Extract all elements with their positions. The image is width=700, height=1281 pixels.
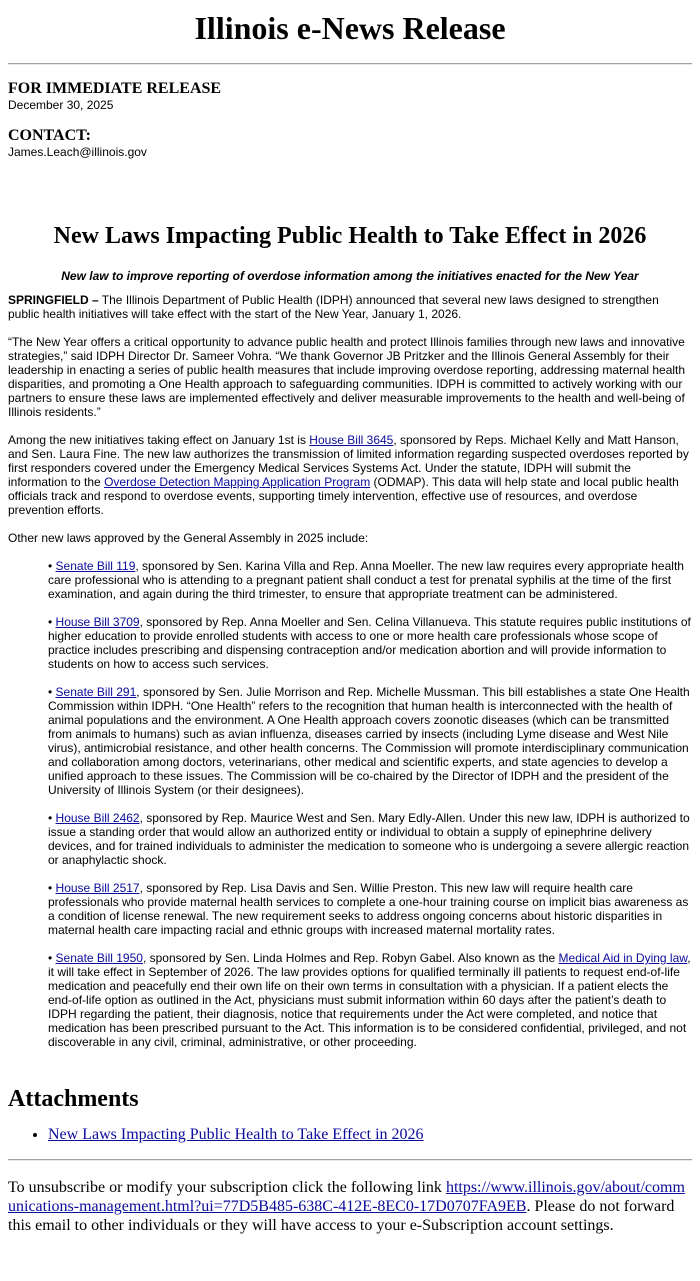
bullet-icon: • (48, 615, 56, 629)
bill-description: , sponsored by Sen. Julie Morrison and Rep. Michelle Mussman. This bill establishes a state One Health Commission within IDPH. “One Health” refers to the recognition that human health is interconnected with the health of animal populations and the environment. A One Health approach covers zoonotic diseases (which can be transmitted from animals to humans) such as avian influenza, diseases carried by insects (including Lyme disease and West Nile virus), antimicrobial resistance, and other health concerns. The Commission will promote interdisciplinary communication and collaboration among doctors, veterinarians, other medical and scientific experts, and state agencies to develop a unified approach to these issues. The Commission will be co-chaired by the Director of IDPH and the president of the University of Illinois System (or their designees). (48, 685, 690, 797)
bullet-icon: • (48, 951, 56, 965)
hb3645-text-before: Among the new initiatives taking effect on January 1st is (8, 433, 310, 447)
contact-label: CONTACT: (8, 127, 91, 144)
contact-info (8, 127, 692, 159)
bullet-icon: • (48, 881, 56, 895)
divider (8, 1159, 692, 1161)
odmap-link[interactable]: Overdose Detection Mapping Application Program (104, 475, 371, 489)
release-label: FOR IMMEDIATE RELEASE (8, 80, 222, 97)
bullet-icon: • (48, 559, 56, 573)
release-date: December 30, 2025 (8, 98, 114, 112)
attachments-list (8, 1125, 692, 1145)
bill-description: , sponsored by Rep. Anna Moeller and Sen. Celina Villanueva. This statute requires public institutions of higher education to provide enrolled students with access to one or more health care professionals whose scope of practice includes prescribing and dispensing contraception and/or medication abortion and will provide information to students on how to access such services. (48, 615, 691, 671)
divider (8, 63, 692, 65)
hb3645-text-middle: , sponsored by Reps. Michael Kelly and Matt Hanson, and Sen. Laura Fine. The new law authorizes the transmission of limited information regarding suspected overdoses reported by first responders covered under the Emergency Medical Services Systems Act. Under the statute, IDPH will submit the information to the (8, 433, 689, 489)
attachments-heading: Attachments (8, 1086, 139, 1112)
hb3645-paragraph (8, 433, 692, 517)
bill-description: , sponsored by Sen. Linda Holmes and Rep. Robyn Gabel. Also known as the (142, 951, 559, 965)
bill-description: , sponsored by Rep. Maurice West and Sen. Mary Edly-Allen. Under this new law, IDPH is authorized to issue a standing order that would allow an authorized entity or individual to obtain a supply of epinephrine delivery devices, and for trained individuals to administer the medication to someone who is undergoing a severe allergic reaction or anaphylactic shock. (48, 811, 690, 867)
article-subtitle: New law to improve reporting of overdose information among the initiatives enacted for the New Year (61, 269, 639, 283)
bill-description: , sponsored by Rep. Lisa Davis and Sen. Willie Preston. This new law will require health care professionals who provide maternal health services to complete a one-hour training course on implicit bias awareness as a condition of license renewal. The new requirement seeks to address ongoing concerns about historic disparities in maternal health care impacting racial and ethnic groups with increased maternal mortality rates. (48, 881, 689, 937)
house-bill-2517-link[interactable]: House Bill 2517 (55, 881, 140, 895)
attachment-link[interactable]: New Laws Impacting Public Health to Take Effect in 2026 (48, 1126, 424, 1143)
senate-bill-1950-link[interactable]: Senate Bill 1950 (55, 951, 143, 965)
bill-description: , sponsored by Sen. Karina Villa and Rep. Anna Moeller. The new law requires every appropriate health care professional who is attending to a pregnant patient shall conduct a test for prenatal syphilis at the time of the first examination, and again during the third trimester, to ensure that appropriate treatment can be administered. (48, 559, 684, 601)
medical-aid-in-dying-link[interactable]: Medical Aid in Dying law (558, 951, 688, 965)
bill-item (48, 951, 692, 1049)
bill-item (48, 881, 692, 937)
bills-list (48, 559, 692, 1049)
intro-paragraph (8, 293, 692, 321)
attachments-section (8, 1085, 692, 1145)
hb3645-text-after: (ODMAP). This data will help state and local public health officials track and respond to overdose events, supporting timely intervention, effective use of resources, and overdose prevention efforts. (8, 475, 679, 517)
release-info (8, 80, 692, 112)
article-title: New Laws Impacting Public Health to Take Effect in 2026 (53, 223, 647, 249)
masthead-title: Illinois e-News Release (194, 10, 506, 46)
footer-text-before: To unsubscribe or modify your subscription click the following link (8, 1179, 446, 1196)
house-bill-3645-link[interactable]: House Bill 3645 (309, 433, 394, 447)
bill-item (48, 559, 692, 601)
footer-text-after: . Please do not forward this email to other individuals or they will have access to your e-Subscription account settings. (8, 1198, 675, 1234)
bullet-icon: • (48, 811, 56, 825)
contact-email: James.Leach@illinois.gov (8, 145, 147, 159)
bill-description-cont: , it will take effect in September of 2026. The law provides options for qualified terminally ill patients to request end-of-life medication and peacefully end their own life on their own terms in consultation with a physician. If a patient elects the end-of-life option as outlined in the Act, physicians must submit information within 60 days after the patient’s death to IDPH regarding the patient, their diagnosis, notice that requirements under the Act were completed, and notice that medication has been prescribed pursuant to the Act. This information is to be considered confidential, privileged, and not discoverable in any civil, criminal, administrative, or other proceeding. (48, 951, 691, 1049)
email-body (0, 9, 700, 1235)
other-laws-intro: Other new laws approved by the General Assembly in 2025 include: (8, 531, 369, 545)
bill-item (48, 615, 692, 671)
attachment-item (48, 1125, 692, 1145)
unsubscribe-footer (8, 1175, 692, 1235)
bill-item (48, 685, 692, 797)
house-bill-2462-link[interactable]: House Bill 2462 (55, 811, 140, 825)
dateline: SPRINGFIELD – (8, 293, 99, 307)
intro-text: The Illinois Department of Public Health (IDPH) announced that several new laws designed to strengthen public health initiatives will take effect with the start of the New Year, January 1, 2026. (8, 293, 659, 321)
subscription-management-link[interactable]: https://www.illinois.gov/about/communications-management.html?ui=77D5B485-638C-412E-8EC0-17D0707FA9EB (8, 1179, 685, 1215)
house-bill-3709-link[interactable]: House Bill 3709 (55, 615, 140, 629)
bill-item (48, 811, 692, 867)
director-quote: “The New Year offers a critical opportunity to advance public health and protect Illinois families through new laws and innovative strategies,” said IDPH Director Dr. Sameer Vohra. “We thank Governor JB Pritzker and the Illinois General Assembly for their leadership in enacting a series of public health measures that include improving overdose reporting, addressing maternal health disparities, and promoting a One Health approach to safeguarding communities. IDPH is committed to actively working with our partners to ensure these laws are implemented effectively and deliver measurable improvements to the health and well-being of Illinois residents.” (8, 335, 686, 419)
senate-bill-291-link[interactable]: Senate Bill 291 (55, 685, 137, 699)
article-body (8, 293, 692, 1049)
bullet-icon: • (48, 685, 56, 699)
senate-bill-119-link[interactable]: Senate Bill 119 (55, 559, 136, 573)
